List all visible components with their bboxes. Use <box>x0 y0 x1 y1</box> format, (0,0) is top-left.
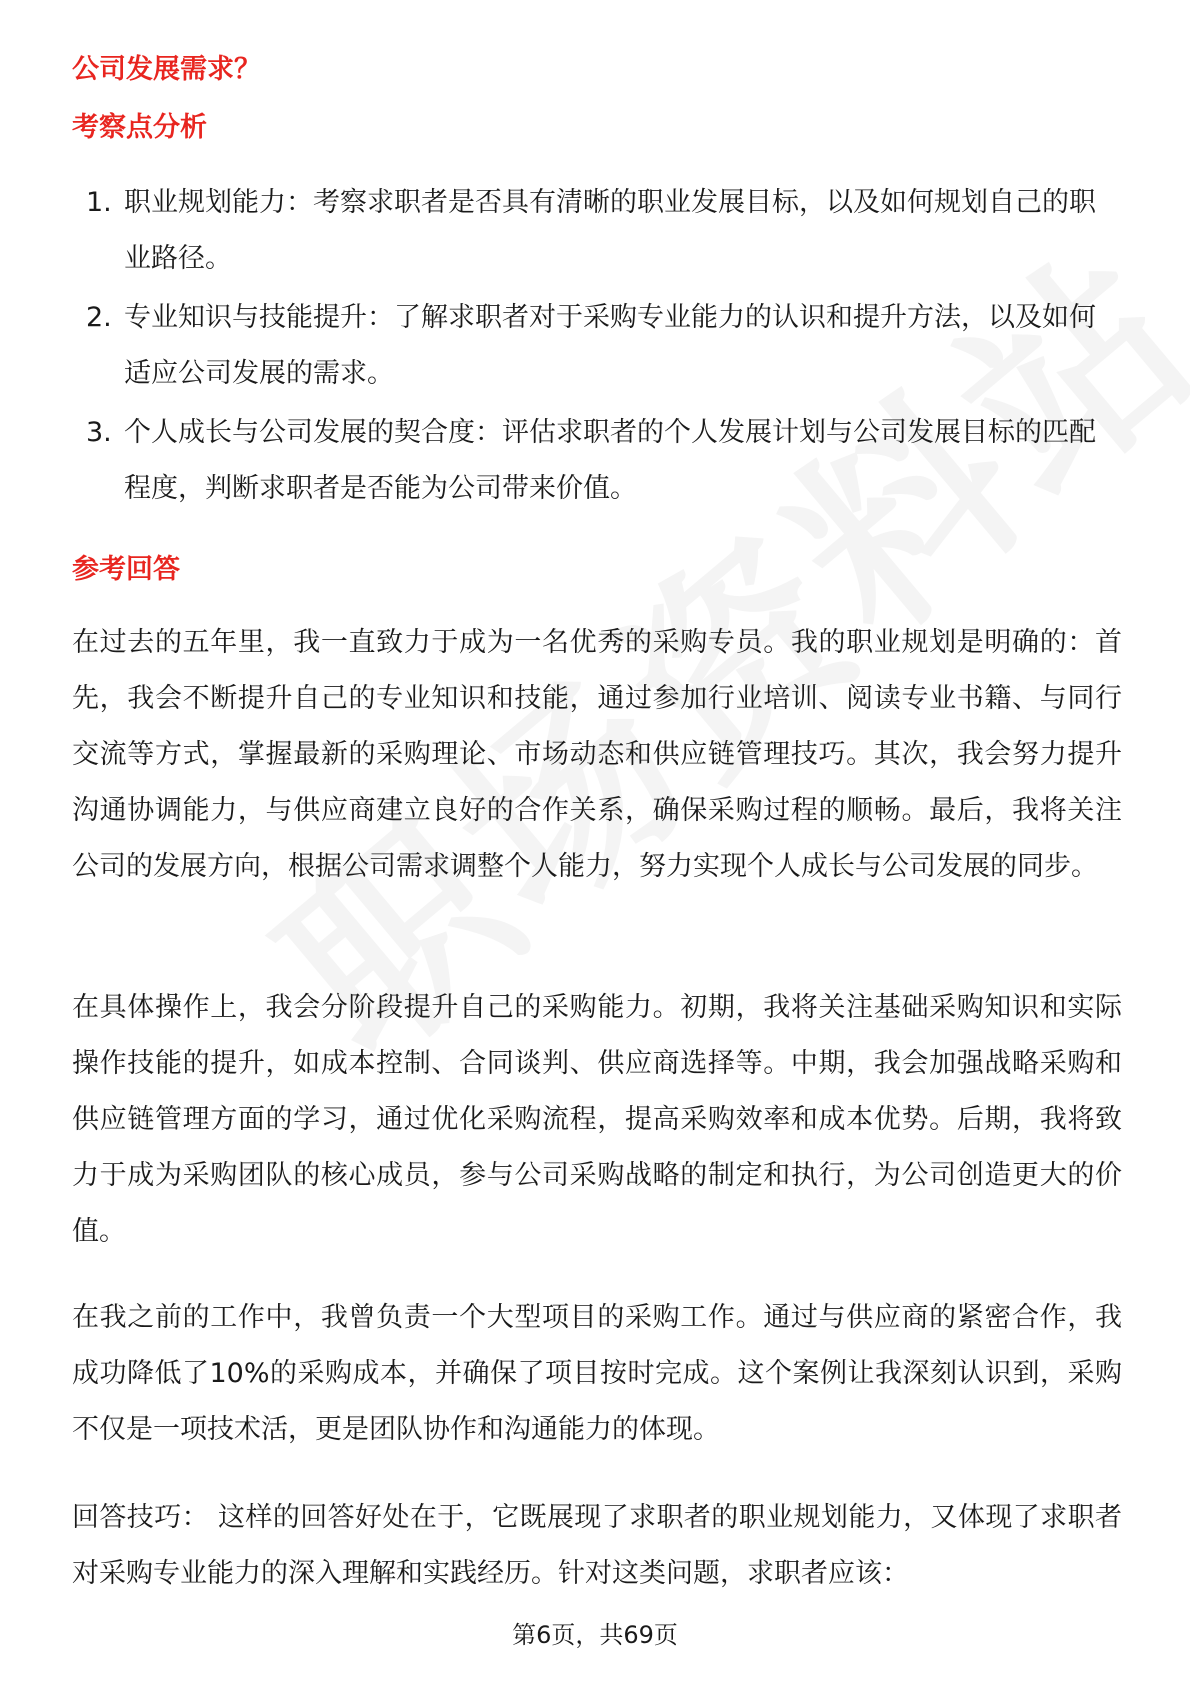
list-item <box>72 290 1122 402</box>
analysis-heading: 考察点分析 <box>72 112 207 143</box>
page-footer: 第6页，共69页 <box>512 1621 678 1649</box>
tips-paragraph: 回答技巧： 这样的回答好处在于，它既展现了求职者的职业规划能力，又体现了求职者对采购专业能力的深入理解和实践经历。针对这类问题，求职者应该： <box>72 1502 1122 1589</box>
list-item <box>72 175 1122 287</box>
list-item-text: 个人成长与公司发展的契合度：评估求职者的个人发展计划与公司发展目标的匹配程度，判断求职者是否能为公司带来价值。 <box>124 417 1096 504</box>
list-item <box>72 405 1122 517</box>
list-number: 3. <box>86 417 112 448</box>
question-heading: 公司发展需求？ <box>72 54 261 85</box>
answer-paragraph: 在我之前的工作中，我曾负责一个大型项目的采购工作。通过与供应商的紧密合作，我成功降低了10%的采购成本，并确保了项目按时完成。这个案例让我深刻认识到，采购不仅是一项技术活，更是团队协作和沟通能力的体现。 <box>72 1302 1122 1445</box>
list-number: 1. <box>86 187 112 218</box>
list-number: 2. <box>86 302 112 333</box>
answer-heading: 参考回答 <box>72 554 180 585</box>
list-item-text: 专业知识与技能提升：了解求职者对于采购专业能力的认识和提升方法，以及如何适应公司发展的需求。 <box>124 302 1096 389</box>
answer-paragraph: 在过去的五年里，我一直致力于成为一名优秀的采购专员。我的职业规划是明确的：首先，我会不断提升自己的专业知识和技能，通过参加行业培训、阅读专业书籍、与同行交流等方式，掌握最新的采购理论、市场动态和供应链管理技巧。其次，我会努力提升沟通协调能力，与供应商建立良好的合作关系，确保采购过程的顺畅。最后，我将关注公司的发展方向，根据公司需求调整个人能力，努力实现个人成长与公司发展的同步。 <box>72 627 1122 882</box>
analysis-list <box>72 175 1122 520</box>
list-item-text: 职业规划能力：考察求职者是否具有清晰的职业发展目标，以及如何规划自己的职业路径。 <box>124 187 1096 274</box>
answer-paragraph: 在具体操作上，我会分阶段提升自己的采购能力。初期，我将关注基础采购知识和实际操作技能的提升，如成本控制、合同谈判、供应商选择等。中期，我会加强战略采购和供应链管理方面的学习，通过优化采购流程，提高采购效率和成本优势。后期，我将致力于成为采购团队的核心成员，参与公司采购战略的制定和执行，为公司创造更大的价值。 <box>72 992 1122 1247</box>
